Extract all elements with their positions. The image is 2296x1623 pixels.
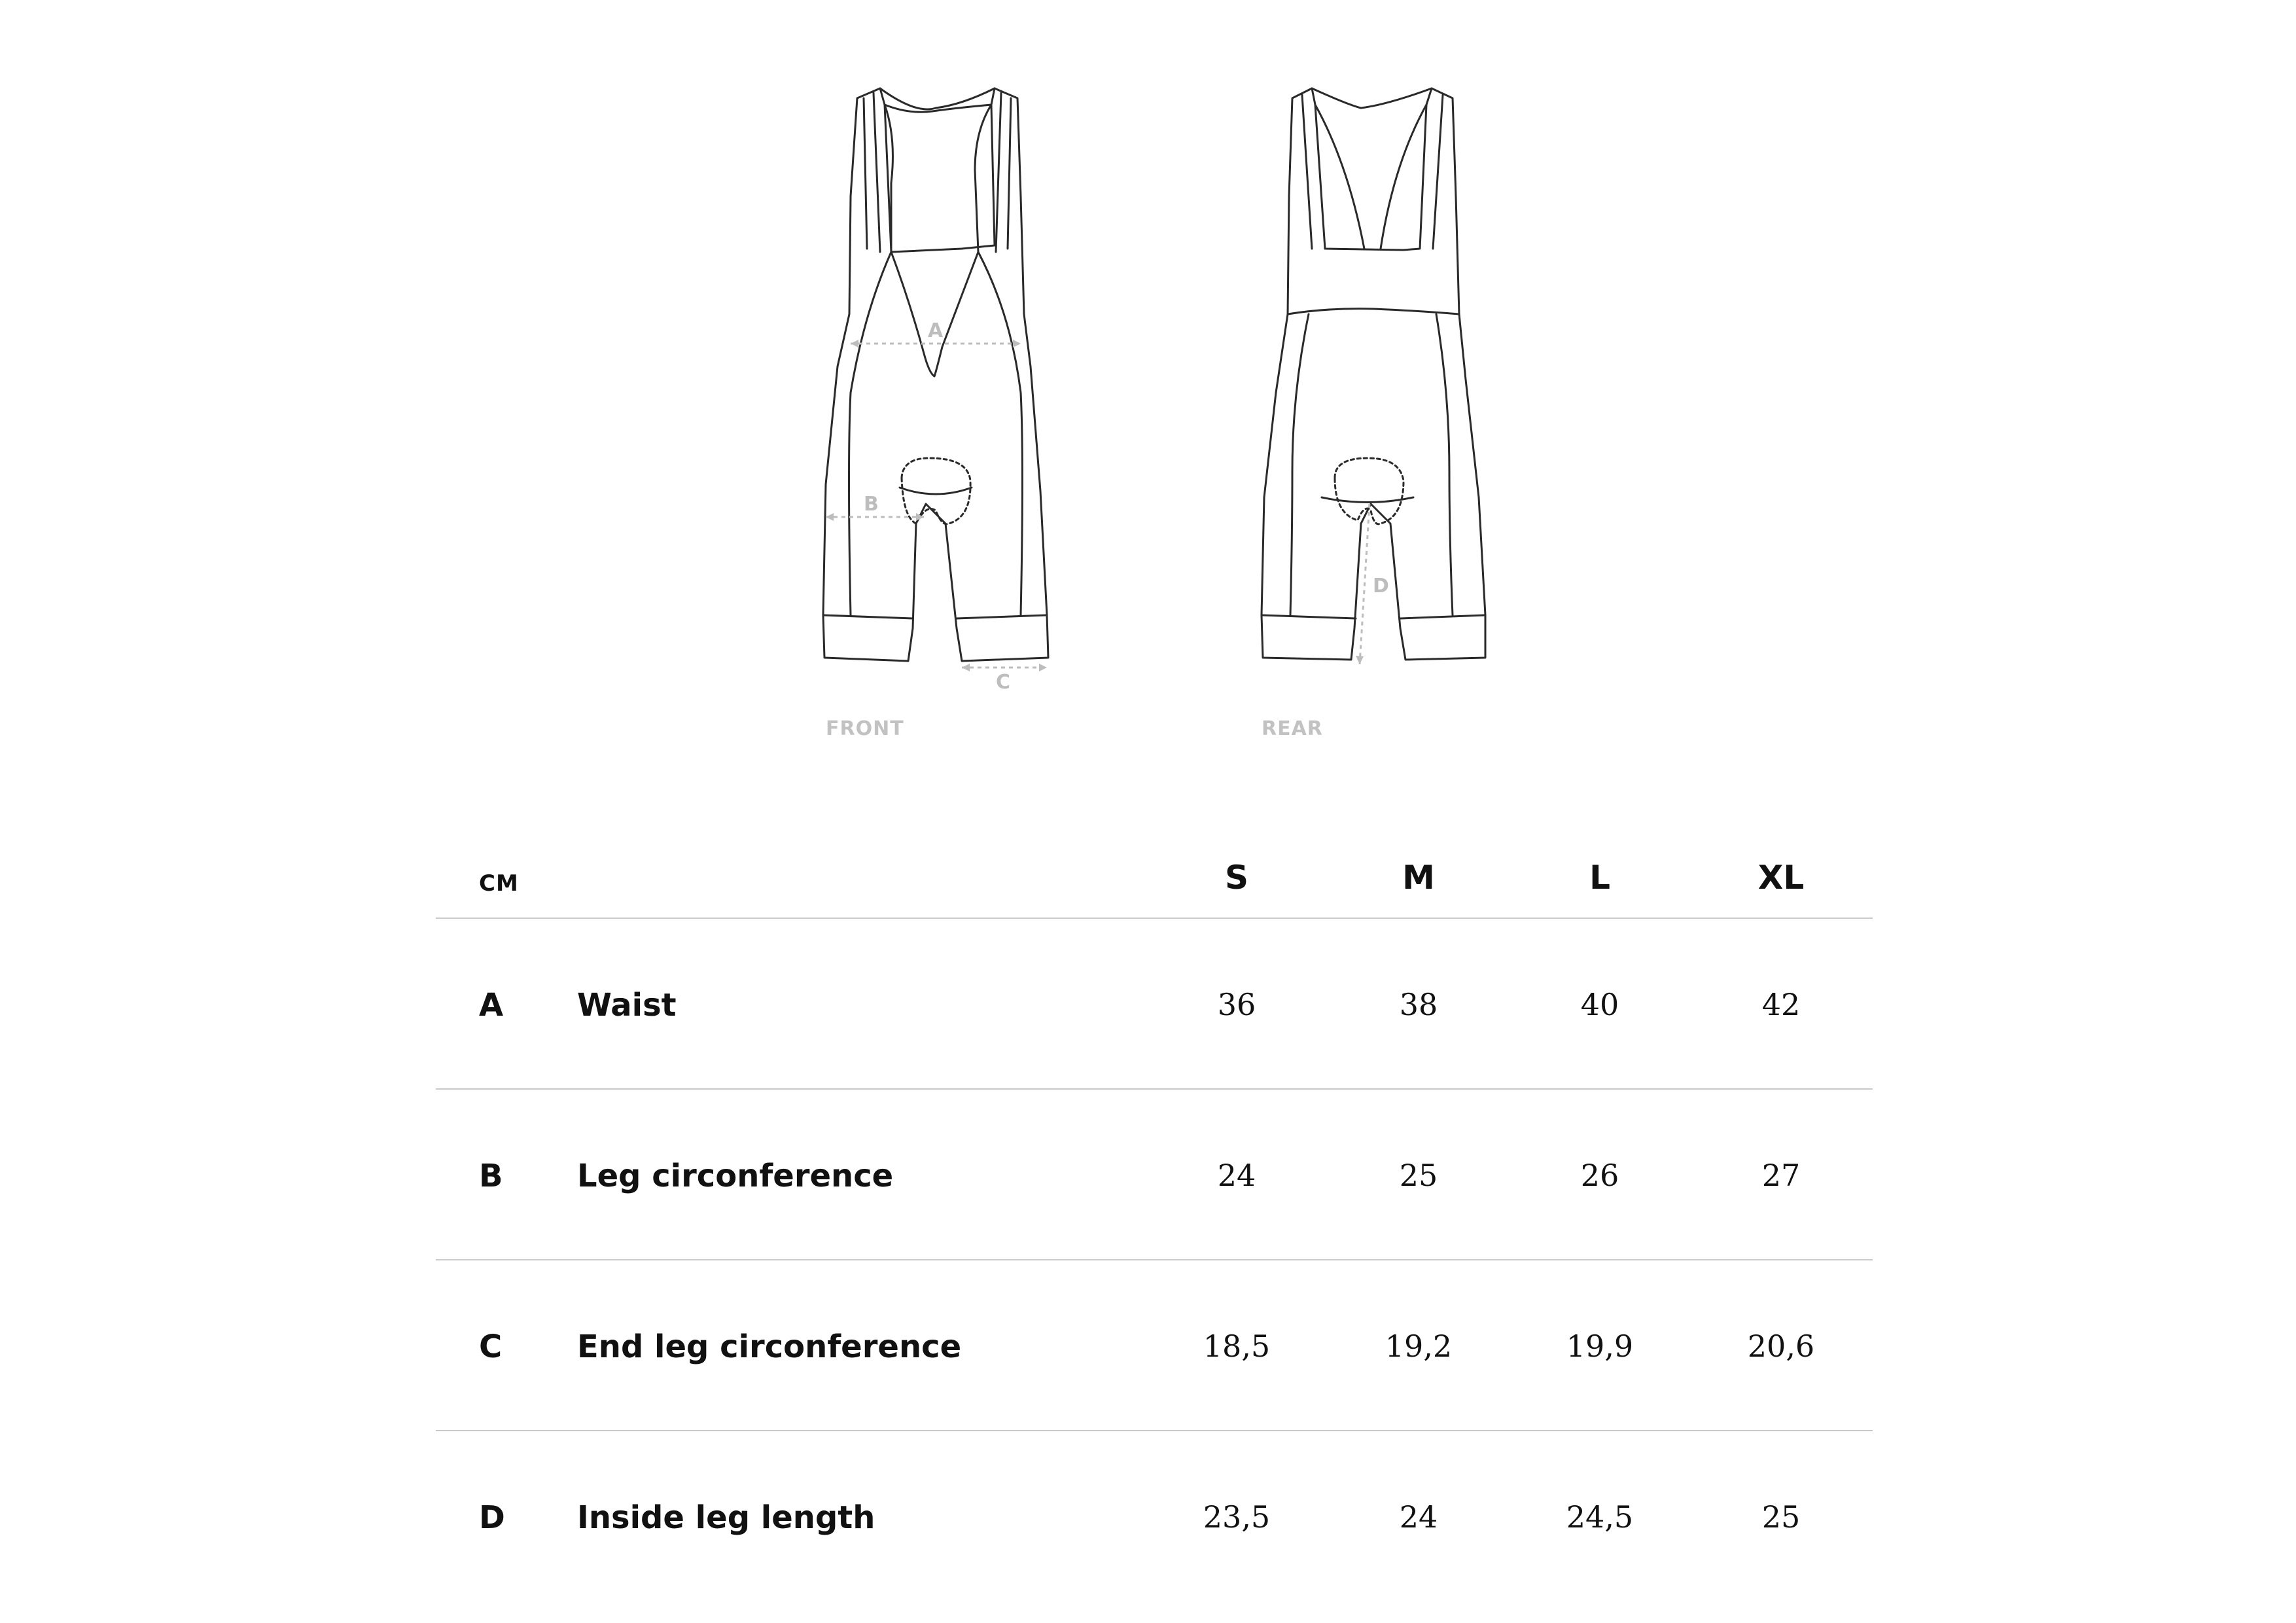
- rear-pad-line: [1322, 497, 1413, 503]
- size-header-m: M: [1402, 859, 1435, 897]
- value-m: 38: [1399, 987, 1438, 1022]
- rear-leg-band-right: [1400, 615, 1485, 618]
- value-xl: 27: [1761, 1158, 1801, 1193]
- table-header-row: [436, 844, 1873, 919]
- value-m: 25: [1399, 1158, 1438, 1193]
- front-pad-line: [900, 488, 972, 494]
- row-code: C: [479, 1329, 503, 1365]
- row-label: Waist: [577, 987, 677, 1024]
- value-l: 19,9: [1566, 1329, 1634, 1364]
- row-code: A: [479, 987, 504, 1024]
- marker-b: B: [864, 493, 879, 516]
- size-header-xl: XL: [1757, 859, 1805, 897]
- table-row: [436, 1431, 1873, 1601]
- marker-c: C: [996, 671, 1011, 694]
- front-view-drawing: [823, 88, 1048, 661]
- unit-label: CM: [479, 870, 519, 897]
- table-row: [436, 1260, 1873, 1431]
- value-m: 24: [1399, 1499, 1438, 1535]
- front-measures: [826, 319, 1047, 694]
- table-row: [436, 919, 1873, 1090]
- value-xl: 42: [1761, 987, 1801, 1022]
- rear-leg-band-left: [1262, 615, 1356, 618]
- value-s: 24: [1217, 1158, 1256, 1193]
- value-l: 26: [1580, 1158, 1619, 1193]
- row-code: B: [479, 1158, 503, 1194]
- rear-view-label: REAR: [1262, 717, 1323, 740]
- value-m: 19,2: [1385, 1329, 1453, 1364]
- front-strap-left: [864, 93, 880, 252]
- value-l: 24,5: [1566, 1499, 1634, 1535]
- value-xl: 20,6: [1747, 1329, 1815, 1364]
- row-code: D: [479, 1499, 505, 1536]
- value-xl: 25: [1761, 1499, 1801, 1535]
- value-s: 23,5: [1203, 1499, 1271, 1535]
- rear-side-panel-right: [1436, 314, 1453, 615]
- front-view-label: FRONT: [826, 717, 904, 740]
- row-label: Leg circonference: [577, 1158, 894, 1194]
- size-header-l: L: [1589, 859, 1610, 897]
- front-leg-band-right: [957, 615, 1047, 618]
- marker-a: A: [928, 319, 944, 342]
- marker-d: D: [1373, 575, 1389, 597]
- value-s: 36: [1217, 987, 1256, 1022]
- table-row: [436, 1090, 1873, 1260]
- front-strap-right: [996, 93, 1011, 252]
- rear-side-panel-left: [1290, 314, 1309, 615]
- front-side-panel-left: [849, 252, 892, 615]
- value-l: 40: [1580, 987, 1619, 1022]
- row-label: End leg circonference: [577, 1329, 962, 1365]
- size-header-s: S: [1224, 859, 1248, 897]
- row-label: Inside leg length: [577, 1499, 875, 1536]
- rear-waist-line: [1288, 309, 1459, 314]
- value-s: 18,5: [1203, 1329, 1271, 1364]
- front-side-panel-right: [978, 252, 1023, 615]
- size-chart-table: [436, 844, 1873, 1601]
- front-leg-band-left: [823, 615, 913, 618]
